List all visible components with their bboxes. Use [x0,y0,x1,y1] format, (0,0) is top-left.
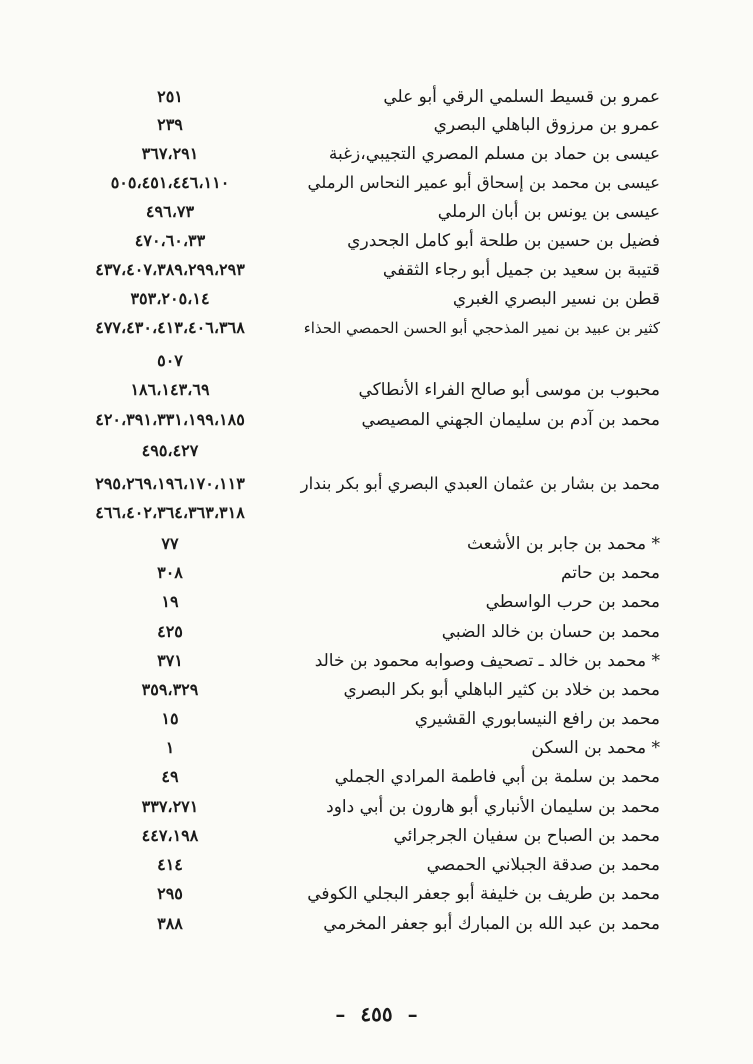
entry-name: عمرو بن مرزوق الباهلي البصري [433,115,660,135]
page-footer [0,1002,753,1026]
footer-dash-left: – [335,1002,346,1026]
index-entry [40,677,660,703]
entry-pages: ٤٩٥،٤٢٧ [141,441,199,460]
entry-pages: ٤٩٦،٧٣ [145,202,195,221]
index-entry [40,438,660,464]
entry-pages: ٢٥١ [157,87,183,106]
index-entry [40,911,660,937]
entry-name: محبوب بن موسى أبو صالح الفراء الأنطاكي [358,380,660,400]
index-entry [40,315,660,341]
entry-name: محمد بن آدم بن سليمان الجهني المصيصي [361,410,660,430]
entry-pages: ٢٩٥،٢٦٩،١٩٦،١٧٠،١١٣ [95,474,245,493]
page-number: ٤٥٥ [360,1002,393,1026]
entry-name: * محمد بن السكن [531,738,660,758]
index-entry [40,823,660,849]
entry-name: عمرو بن قسيط السلمي الرقي أبو علي [383,87,660,107]
index-entry [40,531,660,557]
entry-pages: ٤٣٧،٤٠٧،٣٨٩،٢٩٩،٢٩٣ [95,260,245,279]
index-entry [40,348,660,374]
entry-pages: ٤١٤ [157,855,183,874]
entry-pages: ٧٧ [161,534,179,553]
entry-pages: ٤٩ [161,767,179,786]
index-entry [40,257,660,283]
index-entry [40,735,660,761]
entry-name: كثير بن عبيد بن نمير المذحجي أبو الحسن الحمصي الحذاء [303,319,660,337]
index-entry [40,112,660,138]
entry-pages: ٤٧٠،٦٠،٣٣ [134,231,206,250]
index-entry [40,199,660,225]
entry-pages: ١٥ [161,709,179,728]
entry-pages: ٤٦٦،٤٠٢،٣٦٤،٣٦٣،٣١٨ [95,503,245,522]
index-entry [40,286,660,312]
index-entry [40,407,660,433]
entry-name: محمد بن سلمة بن أبي فاطمة المرادي الجملي [334,767,660,787]
entry-pages: ١ [165,738,175,757]
index-entry [40,619,660,645]
entry-pages: ٣٣٧،٢٧١ [141,797,199,816]
entry-pages: ٣٨٨ [157,914,183,933]
index-entry [40,84,660,110]
entry-name: فضيل بن حسين بن طلحة أبو كامل الجحدري [347,231,660,251]
index-entry [40,648,660,674]
entry-name: محمد بن عبد الله بن المبارك أبو جعفر المخرمي [323,914,660,934]
entry-name: عيسى بن يونس بن أبان الرملي [437,202,660,222]
entry-pages: ٣٦٧،٢٩١ [141,144,199,163]
footer-dash-right: – [407,1002,418,1026]
entry-name: محمد بن رافع النيسابوري القشيري [414,709,660,729]
index-entry [40,706,660,732]
index-entry [40,881,660,907]
entry-name: محمد بن صدقة الجبلاني الحمصي [426,855,660,875]
entry-name: محمد بن طريف بن خليفة أبو جعفر البجلي الكوفي [307,884,660,904]
entry-name: محمد بن خلاد بن كثير الباهلي أبو بكر البصري [343,680,660,700]
entry-pages: ١٨٦،١٤٣،٦٩ [130,380,210,399]
entry-name: * محمد بن جابر بن الأشعث [466,534,660,554]
entry-name: عيسى بن محمد بن إسحاق أبو عمير النحاس الرملي [307,173,660,192]
entry-pages: ٥٠٧ [157,351,183,370]
entry-name: محمد بن حسان بن خالد الضبي [441,622,660,642]
index-entry [40,794,660,820]
index-entry [40,471,660,497]
index-entry [40,500,660,526]
entry-pages: ٥٠٥،٤٥١،٤٤٦،١١٠ [110,173,230,192]
entry-pages: ٤٤٧،١٩٨ [141,826,199,845]
entry-pages: ٣٥٩،٣٢٩ [141,680,199,699]
index-entry [40,764,660,790]
entry-name: * محمد بن خالد ـ تصحيف وصوابه محمود بن خالد [314,651,660,671]
index-entry [40,852,660,878]
entry-pages: ٤٧٧،٤٣٠،٤١٣،٤٠٦،٣٦٨ [95,318,245,337]
entry-name: محمد بن بشار بن عثمان العبدي البصري أبو بكر بندار [300,474,660,493]
entry-name: عيسى بن حماد بن مسلم المصري التجيبي،زغبة [328,144,660,164]
index-entry [40,170,660,196]
index-entry [40,560,660,586]
entry-name: قطن بن نسير البصري الغبري [452,289,660,309]
entry-pages: ٣٥٣،٢٠٥،١٤ [130,289,210,308]
entry-pages: ٢٣٩ [157,115,183,134]
entry-name: قتيبة بن سعيد بن جميل أبو رجاء الثقفي [382,260,660,280]
entry-name: محمد بن الصباح بن سفيان الجرجرائي [393,826,660,846]
entry-pages: ٣٠٨ [157,563,183,582]
entry-pages: ١٩ [161,592,179,611]
index-entry [40,377,660,403]
index-entry [40,141,660,167]
entry-name: محمد بن سليمان الأنباري أبو هارون بن أبي داود [326,797,660,817]
entry-name: محمد بن حرب الواسطي [485,592,660,612]
entry-pages: ٤٢٠،٣٩١،٣٣١،١٩٩،١٨٥ [95,410,245,429]
entry-name: محمد بن حاتم [560,563,660,583]
index-entry [40,589,660,615]
entry-pages: ٤٢٥ [157,622,183,641]
entry-pages: ٣٧١ [157,651,183,670]
entry-pages: ٢٩٥ [157,884,183,903]
index-entry [40,228,660,254]
